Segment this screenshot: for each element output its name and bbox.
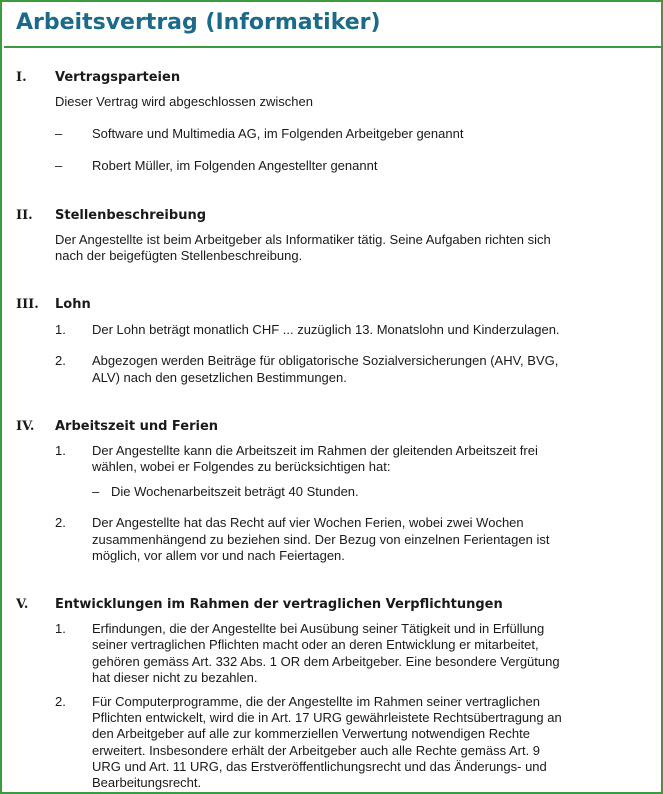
list-item-line: Bearbeitungsrecht.: [92, 775, 202, 790]
list-marker: –: [55, 158, 63, 173]
list-item-line: erweitert. Insbesondere erhält der Arbeitgeber auch alle Rechte gemäss Art. 9: [92, 743, 541, 758]
list-item-line: seiner vertraglichen Pflichten macht oder an deren Entwicklung er mitarbeitet,: [92, 637, 539, 652]
list-number: 2.: [55, 694, 66, 709]
list-item-line: Erfindungen, die der Angestellte bei Ausübung seiner Tätigkeit und in Erfüllung: [92, 621, 545, 636]
list-number: 1.: [55, 322, 66, 337]
section-heading: Stellenbeschreibung: [55, 208, 207, 223]
list-item-line: hat dieser nicht zu bezahlen.: [92, 670, 258, 685]
section-heading: Vertragsparteien: [55, 70, 181, 85]
list-item-line: Der Angestellte hat das Recht auf vier Wochen Ferien, wobei zwei Wochen: [92, 515, 524, 530]
section-number: V.: [16, 597, 29, 612]
list-item: Robert Müller, im Folgenden Angestellter genannt: [92, 158, 378, 173]
list-item-line: Der Lohn beträgt monatlich CHF ... zuzüglich 13. Monatslohn und Kinderzulagen.: [92, 322, 560, 337]
section-heading: Lohn: [55, 297, 91, 312]
list-item-line: möglich, vor allem vor und nach Feiertagen.: [92, 548, 345, 563]
section-number: III.: [16, 297, 39, 312]
list-item: Software und Multimedia AG, im Folgenden Arbeitgeber genannt: [92, 126, 464, 141]
paragraph-line: Der Angestellte ist beim Arbeitgeber als Informatiker tätig. Seine Aufgaben richten sich: [55, 232, 551, 247]
title-divider: [4, 46, 663, 48]
list-item-line: Abgezogen werden Beiträge für obligatorische Sozialversicherungen (AHV, BVG,: [92, 353, 559, 368]
list-item-line: Pflichten entwickelt, wird die in Art. 17 URG gewährleistete Rechtsübertragung an: [92, 710, 562, 725]
section-number: I.: [16, 70, 27, 85]
list-item-line: ALV) nach den gesetzlichen Bestimmungen.: [92, 370, 347, 385]
section-heading: Entwicklungen im Rahmen der vertraglichen Verpflichtungen: [55, 597, 503, 612]
section-number: II.: [16, 208, 33, 223]
list-number: 2.: [55, 515, 66, 530]
list-item-line: gehören gemäss Art. 332 Abs. 1 OR dem Arbeitgeber. Eine besondere Vergütung: [92, 654, 560, 669]
list-item-line: zusammenhängend zu beziehen sind. Der Bezug von einzelnen Ferientagen ist: [92, 532, 550, 547]
list-item-line: den Arbeitgeber auf alle zur kommerziellen Verwertung notwendigen Rechte: [92, 726, 530, 741]
section-number: IV.: [16, 419, 35, 434]
list-number: 2.: [55, 353, 66, 368]
list-item-line: Für Computerprogramme, die der Angestellte im Rahmen seiner vertraglichen: [92, 694, 540, 709]
section-intro: Dieser Vertrag wird abgeschlossen zwischen: [55, 94, 313, 109]
paragraph-line: nach der beigefügten Stellenbeschreibung.: [55, 248, 303, 263]
list-item-line: wählen, wobei er Folgendes zu berücksichtigen hat:: [92, 459, 391, 474]
list-number: 1.: [55, 443, 66, 458]
list-item-line: Der Angestellte kann die Arbeitszeit im Rahmen der gleitenden Arbeitszeit frei: [92, 443, 538, 458]
list-marker: –: [55, 126, 63, 141]
sublist-item: Die Wochenarbeitszeit beträgt 40 Stunden.: [111, 484, 359, 499]
list-item-line: URG und Art. 11 URG, das Erstveröffentlichungsrecht und das Änderungs- und: [92, 759, 547, 774]
sublist-marker: –: [92, 484, 100, 499]
document-title: Arbeitsvertrag (Informatiker): [16, 10, 381, 35]
section-heading: Arbeitszeit und Ferien: [55, 419, 219, 434]
list-number: 1.: [55, 621, 66, 636]
